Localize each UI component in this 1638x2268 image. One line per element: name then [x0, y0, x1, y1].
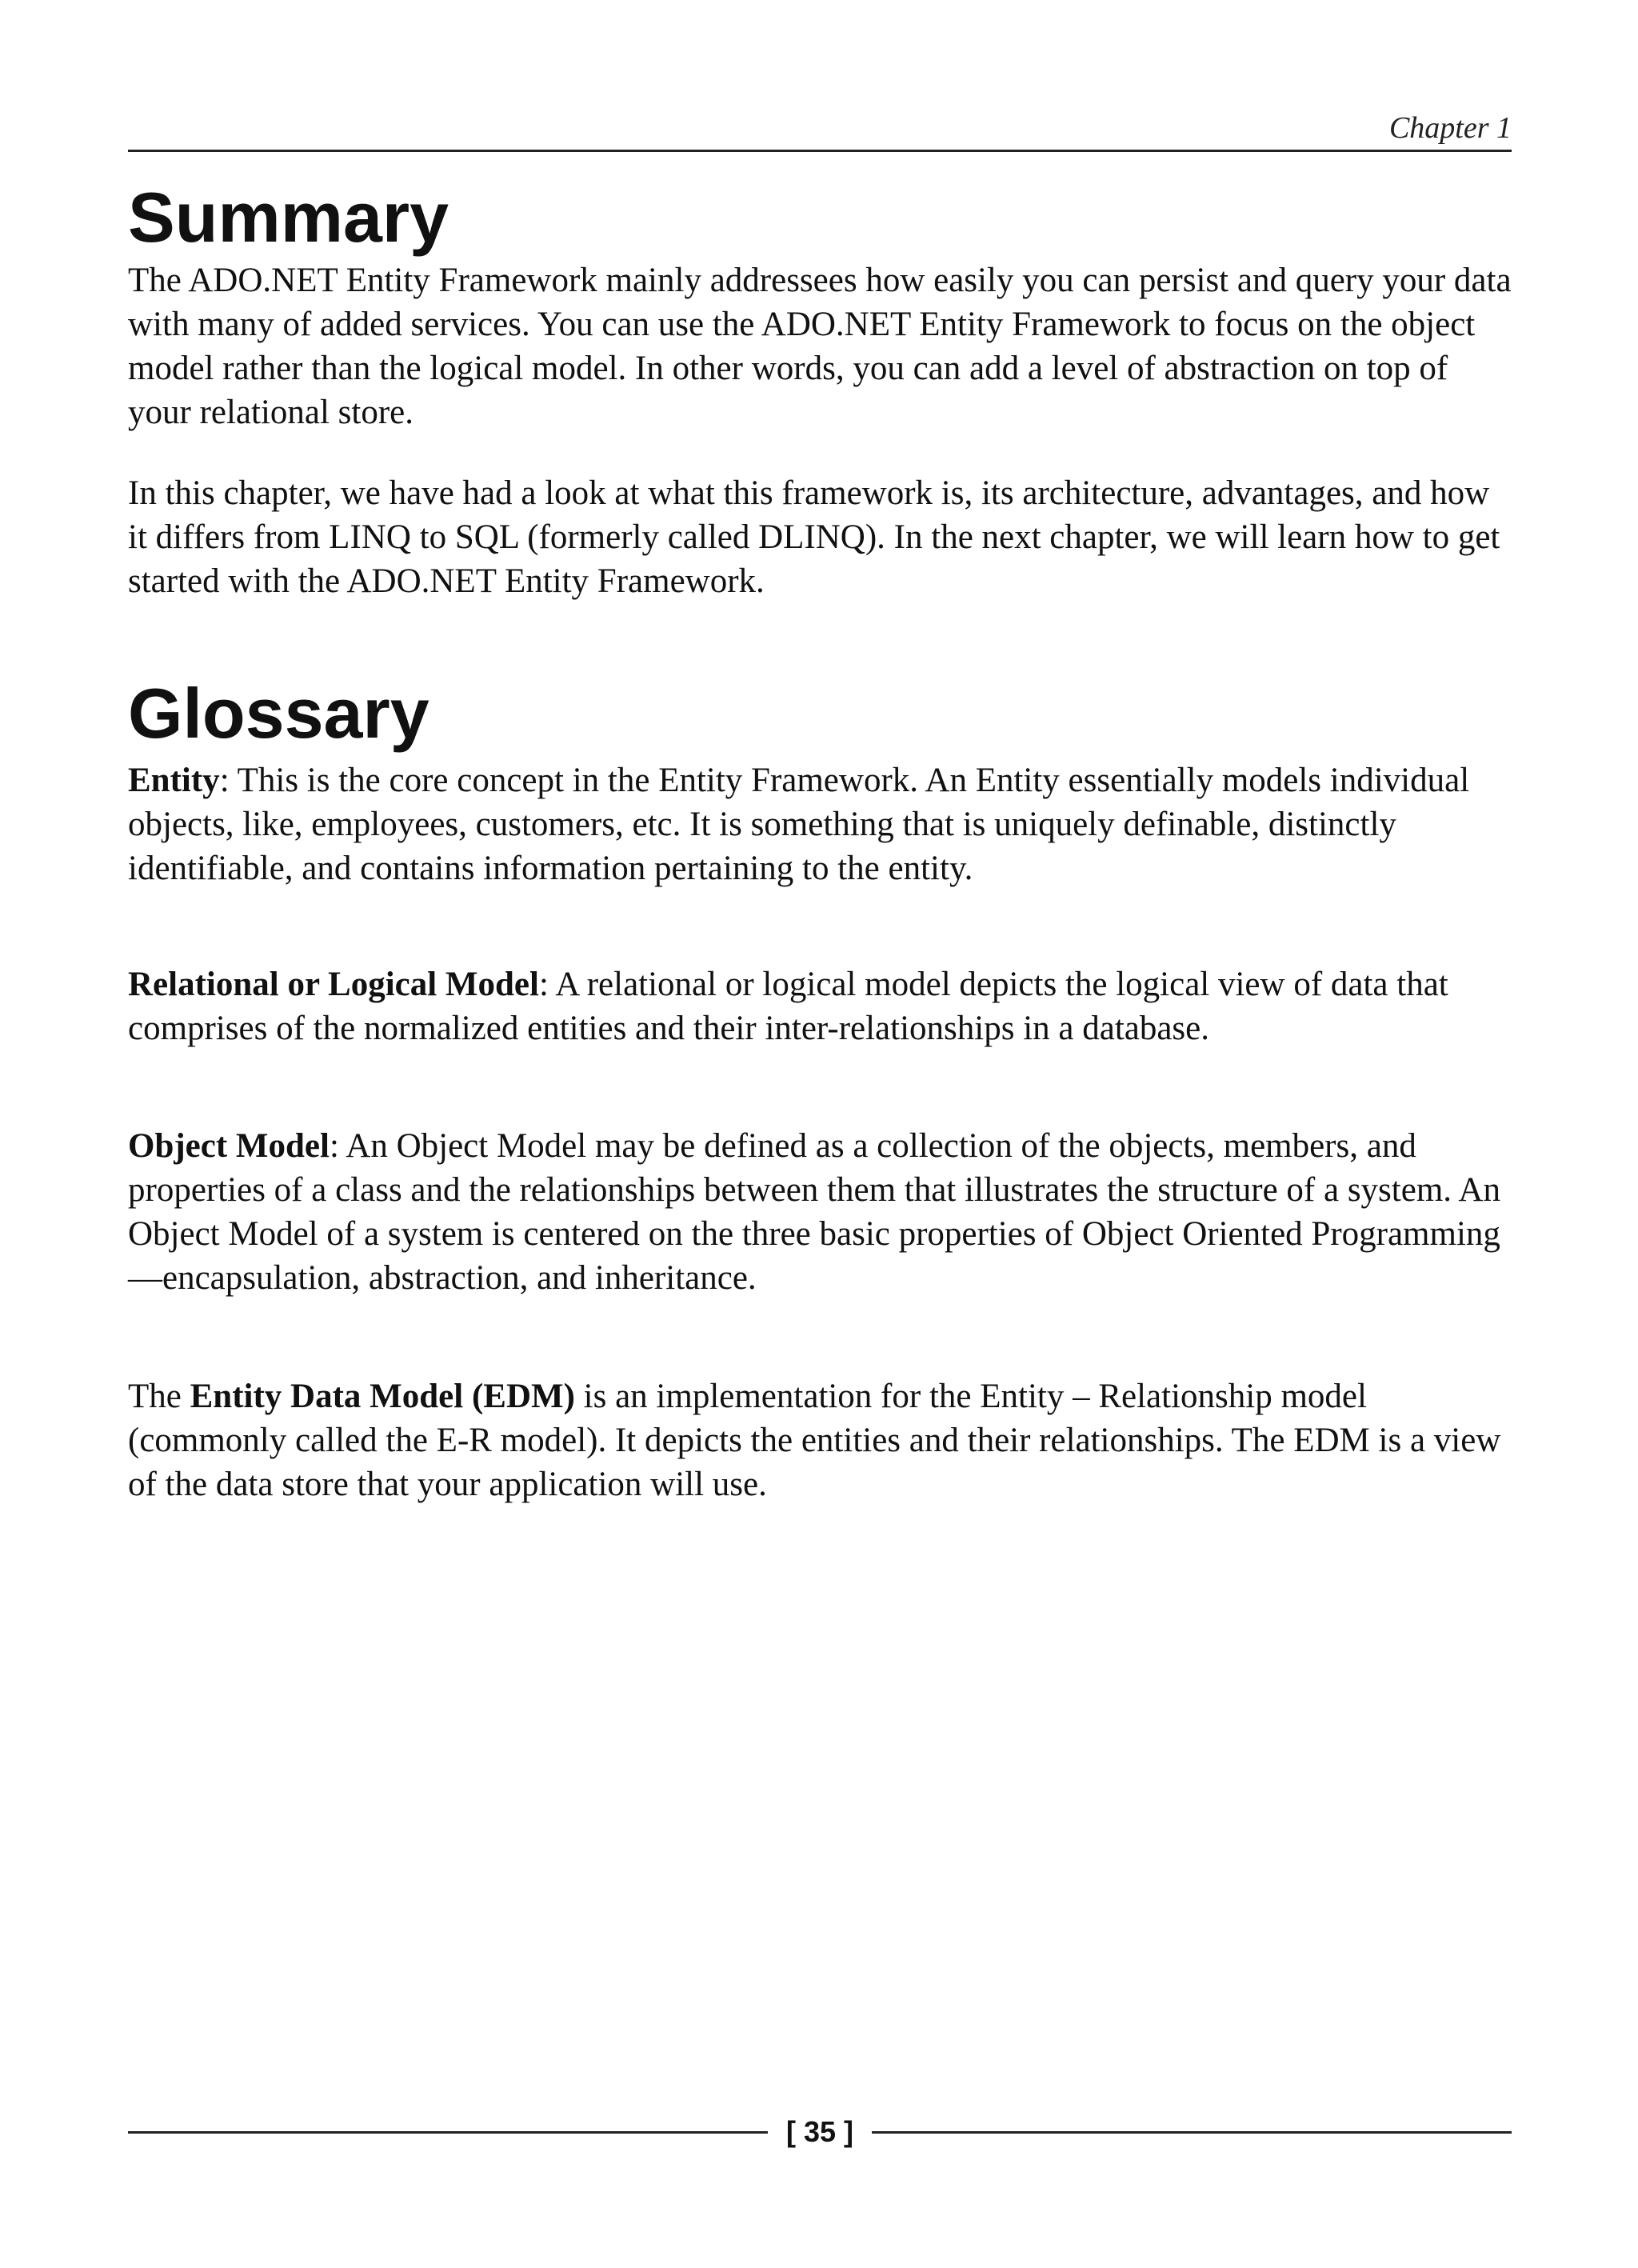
glossary-entry-relational-model: [128, 962, 1512, 1050]
summary-heading: Summary: [128, 178, 449, 257]
glossary-definition: is an implementation for the Entity – Relationship model (commonly called the E-R model). It depicts the entities and their relationships. The EDM is a view of the data store that your application will use.: [128, 1378, 1501, 1503]
glossary-definition: : An Object Model may be defined as a collection of the objects, members, and properties of a class and the relationships between them that illustrates the structure of a system. An Object Model of a system is centered on the three basic properties of Object Oriented Programming—encapsulation, abstraction, and inheritance.: [128, 1127, 1500, 1297]
footer-rule-right: [872, 2131, 1512, 2134]
glossary-definition: : This is the core concept in the Entity Framework. An Entity essentially models individual objects, like, employees, customers, etc. It is something that is uniquely definable, distinctly identifiable, and contains information pertaining to the entity.: [128, 762, 1470, 887]
book-page: [128, 0, 1512, 2268]
glossary-term: Object Model: [128, 1127, 330, 1165]
running-head: Chapter 1: [1388, 111, 1512, 145]
glossary-term: Relational or Logical Model: [128, 966, 539, 1003]
summary-paragraph-2: In this chapter, we have had a look at what this framework is, its architecture, advantages, and how it differs from LINQ to SQL (formerly called DLINQ). In the next chapter, we will learn how to get started with the ADO.NET Entity Framework.: [128, 474, 1500, 600]
glossary-heading: Glossary: [128, 674, 429, 753]
glossary-entry-object-model: [128, 1124, 1512, 1300]
header-rule: [128, 150, 1512, 152]
summary-paragraph-1: The ADO.NET Entity Framework mainly addressees how easily you can persist and query your data with many of added services. You can use the ADO.NET Entity Framework to focus on the object model rather than the logical model. In other words, you can add a level of abstraction on top of your relational store.: [128, 262, 1512, 431]
page-footer: [128, 2112, 1512, 2152]
glossary-entry-entity: [128, 758, 1512, 890]
glossary-term: Entity Data Model (EDM): [190, 1378, 575, 1415]
footer-rule-left: [128, 2131, 768, 2134]
page-number: [ 35 ]: [785, 2115, 854, 2148]
glossary-definition: : A relational or logical model depicts the logical view of data that comprises of the normalized entities and their inter-relationships in a database.: [128, 966, 1448, 1047]
glossary-term: Entity: [128, 762, 220, 799]
glossary-prefix: The: [128, 1378, 190, 1415]
glossary-entry-edm: [128, 1374, 1512, 1506]
